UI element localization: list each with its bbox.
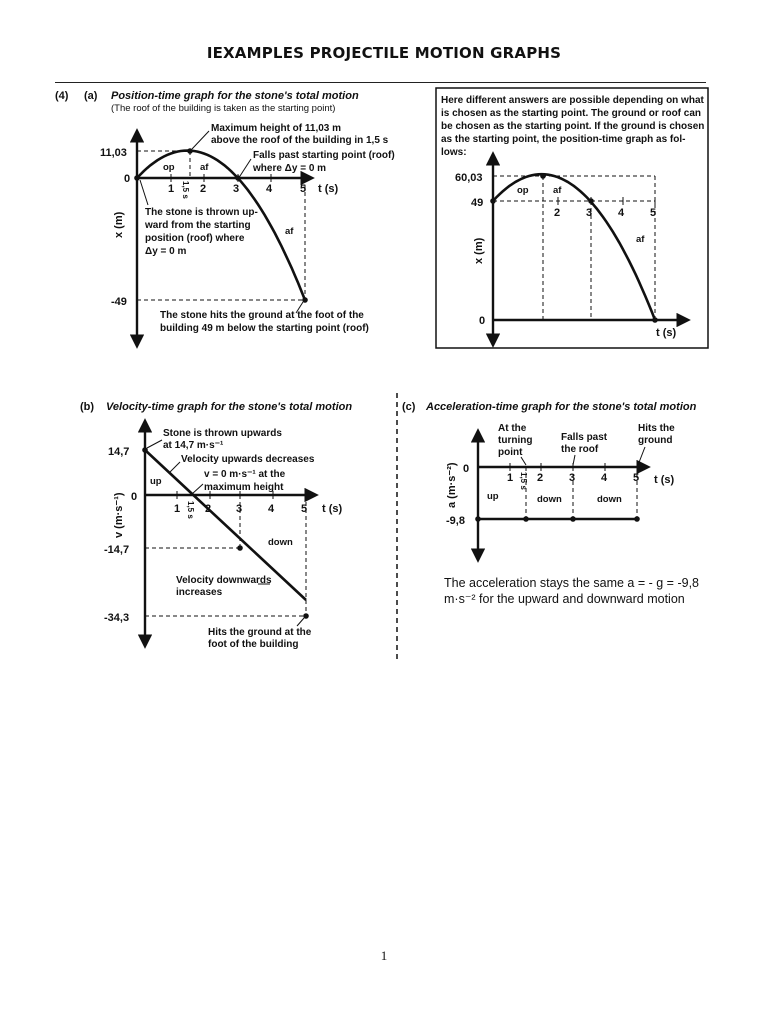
graph-a-ytick-0: 0: [124, 173, 131, 185]
graph-a-alt: [436, 88, 708, 348]
graph-a-alt-max-point: [540, 173, 546, 179]
graph-b-xtick-3: 3: [236, 503, 243, 515]
graph-c-turning-pointer: [521, 457, 526, 465]
graph-a-note-max-1: Maximum height of 11,03 m: [211, 123, 342, 134]
graph-a-roof-point: [235, 175, 241, 181]
graph-b-ground-pointer: [297, 618, 304, 626]
graph-a-af2-label: af: [285, 226, 294, 237]
graph-c-down1-label: down: [537, 494, 562, 505]
graph-a-alt-xtick-2: 2: [554, 207, 561, 219]
graph-a-ground-point: [302, 297, 308, 303]
graph-a-ylabel: x (m): [113, 211, 125, 238]
graph-a-xtick-3: 3: [233, 183, 240, 195]
graph-a: [55, 90, 395, 346]
graph-b-ytick-min: -34,3: [104, 612, 130, 624]
graph-c-falls-pointer: [573, 455, 575, 465]
graph-b-xtick-2: 2: [205, 503, 212, 515]
graph-b-heading: Velocity-time graph for the stone's total motion: [106, 401, 353, 413]
graph-c-turning-point: [523, 516, 529, 522]
graph-c-note-turning-1: At the: [498, 423, 527, 434]
graph-c-note-ground-1: Hits the: [638, 423, 675, 434]
box-text-1: Here different answers are possible depending on what: [441, 95, 704, 106]
graph-a-alt-xlabel: t (s): [656, 327, 677, 339]
graph-a-note-thrown-1: The stone is thrown up-: [145, 207, 258, 218]
graph-a-alt-ytick-0: 0: [479, 315, 486, 327]
graph-b-note-zero-2: maximum height: [204, 482, 284, 493]
graph-a-alt-start-point: [490, 198, 496, 204]
graph-b-note-increases-1: Velocity downwards: [176, 575, 272, 586]
graph-c-heading: Acceleration-time graph for the stone's total motion: [426, 401, 697, 413]
graph-a-alt-ytick-max: 60,03: [455, 172, 483, 184]
graph-a-alt-ground-point: [652, 317, 658, 323]
graph-a-alt-op-label: op: [517, 185, 529, 196]
box-text-4: as the starting point, the position-time graph as fol-: [441, 134, 686, 145]
graph-c-ylabel: a (m·s⁻²): [446, 462, 458, 508]
graph-c-statement-2: m·s⁻² for the upward and downward motion: [444, 592, 685, 606]
graph-a-falls-pointer: [240, 159, 251, 176]
graph-a-t-half: 1,5 s: [181, 181, 190, 199]
graph-a-max-point: [187, 148, 193, 154]
graph-a-ytick-min: -49: [111, 296, 127, 308]
graph-a-note-falls-2: where Δy = 0 m: [253, 163, 327, 174]
graph-c-start-point: [475, 516, 481, 522]
graph-b-thrown-pointer: [147, 440, 162, 448]
graph-b-xlabel: t (s): [322, 503, 343, 515]
box-text-2: is chosen as the starting point. The ground or roof can: [441, 108, 702, 119]
graph-b: [80, 401, 352, 650]
question-number: (4): [55, 90, 69, 102]
graph-b-down-label: down: [268, 537, 293, 548]
graph-c-t-half: 1,5 s: [519, 472, 528, 490]
graph-a-note-max-2: above the roof of the building in 1,5 s: [211, 135, 389, 146]
graph-c-roof-point: [570, 516, 576, 522]
graph-a-alt-xtick-3: 3: [586, 207, 593, 219]
graph-a-note-falls-1: Falls past starting point (roof): [253, 150, 395, 161]
graph-a-note-ground-1: The stone hits the ground at the foot of the: [160, 310, 364, 321]
graph-c-xtick-4: 4: [601, 472, 608, 484]
graph-b-ytick-max: 14,7: [108, 446, 130, 458]
graph-a-subheading: (The roof of the building is taken as the starting point): [111, 103, 336, 114]
graph-c-xtick-3: 3: [569, 472, 576, 484]
graph-a-alt-ylabel: x (m): [473, 237, 485, 264]
graph-c-xlabel: t (s): [654, 474, 675, 486]
graph-c-ytick-min: -9,8: [446, 515, 465, 527]
graph-a-alt-roof-point: [588, 198, 594, 204]
graph-b-note-increases-2: increases: [176, 587, 223, 598]
graph-a-max-pointer: [192, 131, 209, 149]
graph-b-note-ground-1: Hits the ground at the: [208, 627, 312, 638]
graph-c-xtick-1: 1: [507, 472, 514, 484]
graph-a-alt-af-label: af: [553, 185, 562, 196]
graph-c-note-turning-3: point: [498, 447, 523, 458]
graph-b-mid-point: [237, 545, 243, 551]
graph-a-xtick-5: 5: [300, 183, 307, 195]
part-a-label: (a): [84, 90, 98, 102]
graph-a-note-thrown-2: ward from the starting: [145, 220, 251, 231]
graph-b-note-thrown-2: at 14,7 m·s⁻¹: [163, 440, 224, 451]
graph-a-ytick-max: 11,03: [100, 147, 127, 159]
graph-b-ground-point: [303, 613, 309, 619]
graph-a-alt-position-curve: [493, 174, 655, 320]
graph-c-ground-point: [634, 516, 640, 522]
graph-c-note-falls-2: the roof: [561, 444, 599, 455]
graph-b-ylabel: v (m·s⁻¹): [113, 492, 125, 538]
graph-c-ground-pointer: [638, 447, 645, 465]
graph-a-xtick-2: 2: [200, 183, 207, 195]
graph-c-note-turning-2: turning: [498, 435, 533, 446]
graph-a-af-label: af: [200, 162, 209, 173]
box-text-5: lows:: [441, 147, 467, 158]
graph-a-alt-af2-label: af: [636, 234, 645, 245]
graph-b-zero-pointer: [192, 484, 203, 494]
page-title: IEXAMPLES PROJECTILE MOTION GRAPHS: [206, 44, 562, 62]
graph-a-alt-ytick-49: 49: [471, 197, 484, 209]
graph-a-note-thrown-3: position (roof) where: [145, 233, 245, 244]
graph-b-up-label: up: [150, 476, 162, 487]
graph-a-note-thrown-4: Δy = 0 m: [145, 246, 187, 257]
graph-a-op-label: op: [163, 162, 175, 173]
page-number: 1: [380, 948, 388, 963]
graph-a-alt-xtick-5: 5: [650, 207, 657, 219]
graph-b-t-half: 1,5 s: [186, 501, 195, 519]
graph-a-xtick-1: 1: [168, 183, 175, 195]
graph-a-note-ground-2: building 49 m below the starting point (roof): [160, 323, 369, 334]
graph-a-alt-xtick-4: 4: [618, 207, 625, 219]
graph-c-statement-1: The acceleration stays the same a = - g = -9,8: [444, 576, 699, 590]
graph-a-heading: Position-time graph for the stone's total motion: [111, 90, 359, 102]
graph-c-up-label: up: [487, 491, 499, 502]
graph-a-start-point: [134, 175, 140, 181]
part-c-label: (c): [402, 401, 416, 413]
graph-c: [402, 401, 699, 606]
graph-b-xtick-1: 1: [174, 503, 181, 515]
part-b-label: (b): [80, 401, 95, 413]
graph-a-thrown-pointer: [140, 180, 148, 205]
graph-c-note-ground-2: ground: [638, 435, 673, 446]
graph-b-start-point: [142, 447, 148, 453]
graph-b-xtick-4: 4: [268, 503, 275, 515]
graph-a-xtick-4: 4: [266, 183, 273, 195]
graph-b-ytick-0: 0: [131, 491, 138, 503]
box-text-3: be chosen as the starting point. If the ground is chosen: [441, 121, 705, 132]
graph-b-decreases-pointer: [170, 462, 180, 472]
graph-c-note-falls-1: Falls past: [561, 432, 608, 443]
graph-b-ytick-mid: -14,7: [104, 544, 130, 556]
graph-c-xtick-5: 5: [633, 472, 640, 484]
graph-c-xtick-2: 2: [537, 472, 544, 484]
graph-a-xlabel: t (s): [318, 183, 339, 195]
graph-c-ytick-0: 0: [463, 463, 470, 475]
graph-b-xtick-5: 5: [301, 503, 308, 515]
graph-b-note-decreases: Velocity upwards decreases: [181, 454, 315, 465]
graph-b-note-ground-2: foot of the building: [208, 639, 299, 650]
graph-b-note-thrown-1: Stone is thrown upwards: [163, 428, 282, 439]
graph-b-note-zero-1: v = 0 m·s⁻¹ at the: [204, 469, 286, 480]
graph-c-down2-label: down: [597, 494, 622, 505]
